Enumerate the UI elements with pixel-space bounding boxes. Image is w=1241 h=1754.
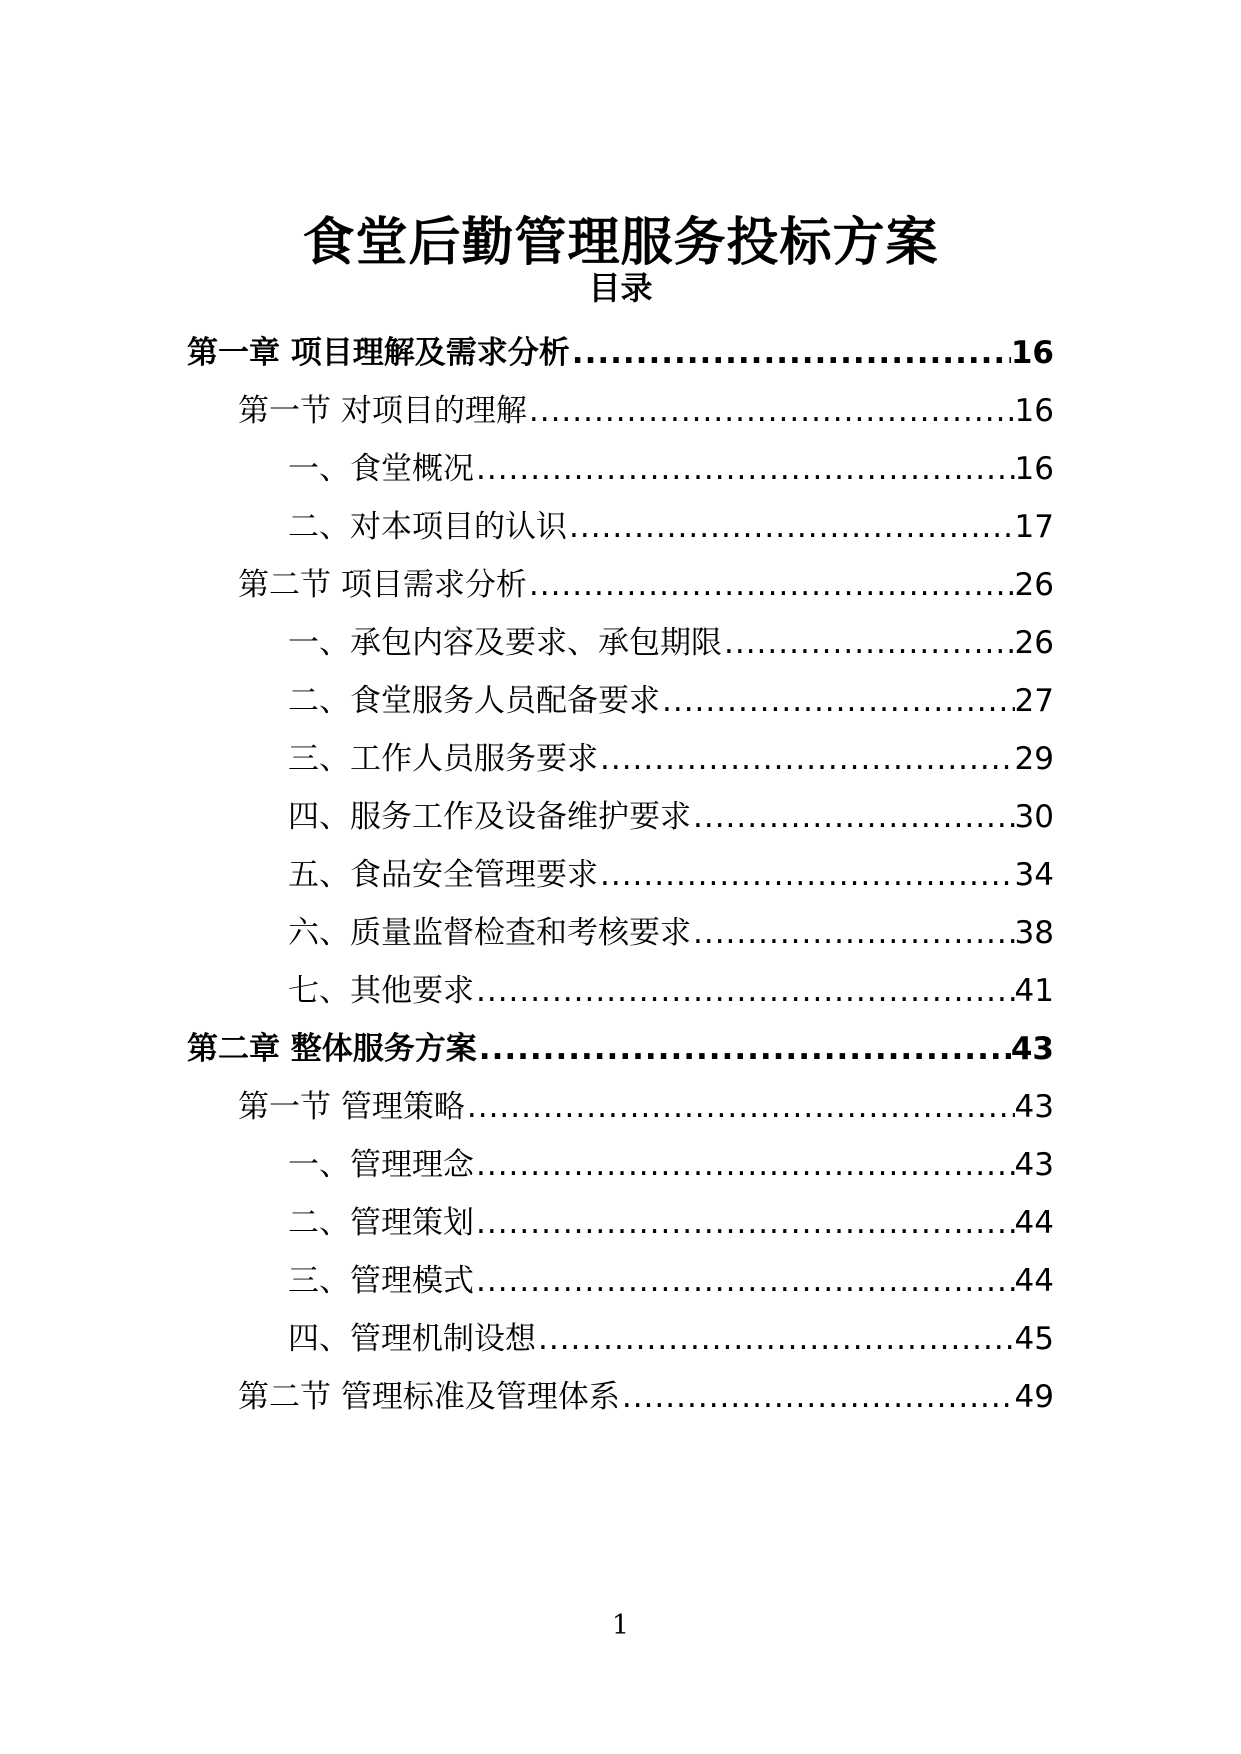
- toc-entry-page: 26: [1014, 625, 1054, 661]
- toc-entry-subsection[interactable]: [288, 672, 1054, 722]
- toc-entry-label: 三、管理模式: [288, 1263, 474, 1299]
- toc-entry-page: 34: [1014, 857, 1054, 893]
- toc-entry-subsection[interactable]: [288, 1310, 1054, 1360]
- toc-entry-page: 43: [1010, 1031, 1054, 1067]
- toc-dot-leader: [722, 622, 1015, 664]
- toc-entry-label: 第一章 项目理解及需求分析: [187, 335, 570, 371]
- page-number: 1: [611, 1610, 630, 1641]
- toc-dot-leader: [620, 1376, 1015, 1418]
- toc-dot-leader: [660, 680, 1015, 722]
- toc-entry-subsection[interactable]: [288, 846, 1054, 896]
- toc-entry-label: 三、工作人员服务要求: [288, 741, 598, 777]
- toc-entry-subsection[interactable]: [288, 1136, 1054, 1186]
- toc-dot-leader: [598, 854, 1015, 896]
- toc-entry-page: 29: [1014, 741, 1054, 777]
- toc-entry-subsection[interactable]: [288, 904, 1054, 954]
- toc-entry-subsection[interactable]: [288, 614, 1054, 664]
- toc-entry-label: 二、管理策划: [288, 1205, 474, 1241]
- toc-entry-page: 30: [1014, 799, 1054, 835]
- toc-entry-page: 43: [1014, 1147, 1054, 1183]
- toc-entry-subsection[interactable]: [288, 1194, 1054, 1244]
- toc-dot-leader: [598, 738, 1015, 780]
- toc-entry-label: 二、食堂服务人员配备要求: [288, 683, 660, 719]
- toc-entry-section[interactable]: [238, 556, 1054, 606]
- toc-dot-leader: [474, 1144, 1015, 1186]
- toc-entry-page: 44: [1014, 1263, 1054, 1299]
- toc-entry-page: 16: [1014, 393, 1054, 429]
- toc-entry-label: 第二节 管理标准及管理体系: [238, 1379, 620, 1415]
- toc-entry-label: 一、食堂概况: [288, 451, 474, 487]
- toc-entry-label: 第一节 管理策略: [238, 1089, 465, 1125]
- toc-entry-page: 43: [1014, 1089, 1054, 1125]
- toc-dot-leader: [474, 448, 1015, 490]
- toc-entry-page: 17: [1014, 509, 1054, 545]
- toc-dot-leader: [465, 1086, 1015, 1128]
- toc-entry-page: 26: [1014, 567, 1054, 603]
- toc-entry-section[interactable]: [238, 1078, 1054, 1128]
- toc-entry-page: 41: [1014, 973, 1054, 1009]
- toc-entry-section[interactable]: [238, 382, 1054, 432]
- toc-dot-leader: [567, 506, 1015, 548]
- toc-entry-label: 四、服务工作及设备维护要求: [288, 799, 691, 835]
- toc-dot-leader: [536, 1318, 1015, 1360]
- toc-entry-subsection[interactable]: [288, 1252, 1054, 1302]
- toc-entry-page: 45: [1014, 1321, 1054, 1357]
- document-title: 食堂后勤管理服务投标方案: [302, 212, 939, 273]
- toc-entry-label: 五、食品安全管理要求: [288, 857, 598, 893]
- toc-entry-label: 第二节 项目需求分析: [238, 567, 527, 603]
- toc-entry-label: 一、承包内容及要求、承包期限: [288, 625, 722, 661]
- toc-dot-leader: [477, 1028, 1011, 1070]
- toc-entry-label: 六、质量监督检查和考核要求: [288, 915, 691, 951]
- toc-entry-subsection[interactable]: [288, 440, 1054, 490]
- toc-dot-leader: [527, 564, 1015, 606]
- toc-entry-subsection[interactable]: [288, 498, 1054, 548]
- toc-entry-label: 七、其他要求: [288, 973, 474, 1009]
- toc-entry-page: 38: [1014, 915, 1054, 951]
- toc-dot-leader: [474, 970, 1015, 1012]
- toc-entry-subsection[interactable]: [288, 788, 1054, 838]
- toc-dot-leader: [527, 390, 1015, 432]
- toc-entry-chapter[interactable]: [187, 324, 1054, 374]
- toc-entry-subsection[interactable]: [288, 730, 1054, 780]
- toc-heading: 目录: [588, 269, 653, 307]
- toc-dot-leader: [570, 332, 1011, 374]
- toc-dot-leader: [691, 912, 1015, 954]
- toc-dot-leader: [691, 796, 1015, 838]
- toc-entry-label: 四、管理机制设想: [288, 1321, 536, 1357]
- toc-entry-page: 16: [1010, 335, 1054, 371]
- toc-entry-page: 44: [1014, 1205, 1054, 1241]
- toc-entry-page: 49: [1014, 1379, 1054, 1415]
- toc-entry-subsection[interactable]: [288, 962, 1054, 1012]
- toc-entry-page: 27: [1014, 683, 1054, 719]
- toc-entry-label: 第一节 对项目的理解: [238, 393, 527, 429]
- toc-entry-section[interactable]: [238, 1368, 1054, 1418]
- toc-entry-label: 二、对本项目的认识: [288, 509, 567, 545]
- toc-dot-leader: [474, 1260, 1015, 1302]
- toc-entry-label: 第二章 整体服务方案: [187, 1031, 477, 1067]
- toc-entry-chapter[interactable]: [187, 1020, 1054, 1070]
- toc-entry-label: 一、管理理念: [288, 1147, 474, 1183]
- toc-entry-page: 16: [1014, 451, 1054, 487]
- toc-dot-leader: [474, 1202, 1015, 1244]
